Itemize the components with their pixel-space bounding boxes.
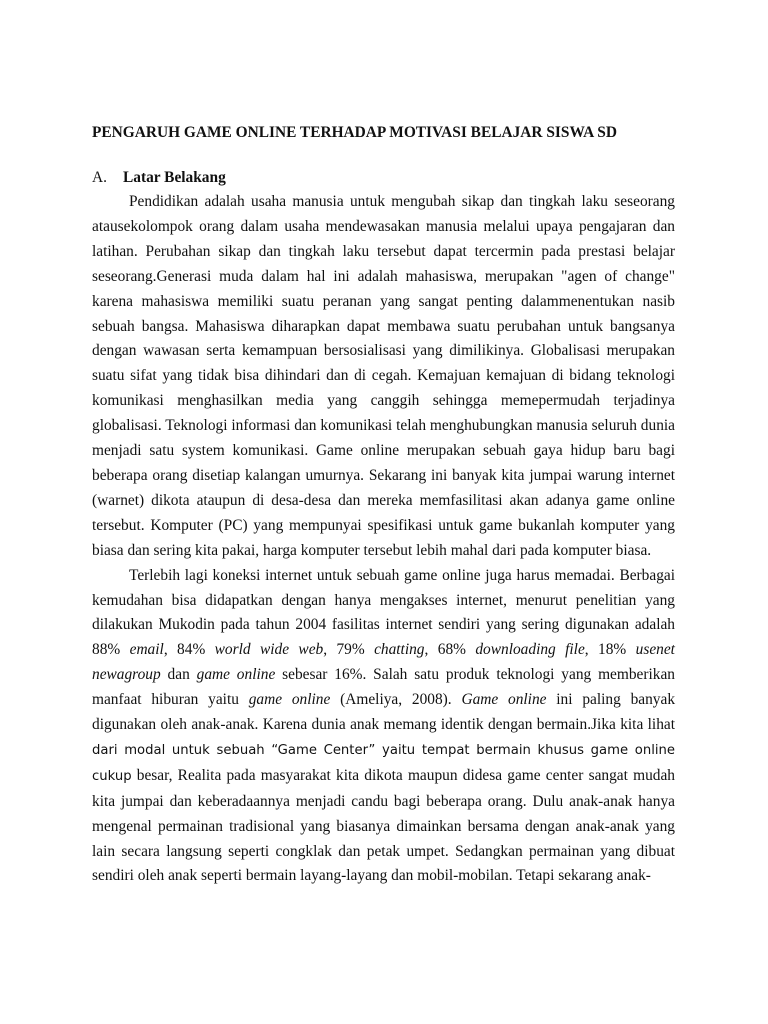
italic-term: Game online <box>461 691 547 709</box>
italic-term: downloading file <box>475 641 585 659</box>
paragraph-2-text: dan <box>160 666 197 684</box>
paragraph-2-text: sebesar 16%. Salah satu produk teknologi yang memberikan manfaat hiburan yaitu <box>92 666 675 709</box>
italic-term: game online <box>248 691 331 709</box>
italic-term: world wide web <box>214 641 324 659</box>
paragraph-2-text: (Ameliya, 2008). <box>330 691 462 709</box>
section-heading <box>92 167 675 189</box>
paragraph-2-text: , 79% <box>323 641 375 659</box>
paragraph-2-sans-text: dari modal untuk sebuah “Game Center” yaitu tempat bermain khusus game online cukup <box>92 742 675 784</box>
italic-term: chatting <box>374 641 425 659</box>
document-title: PENGARUH GAME ONLINE TERHADAP MOTIVASI BELAJAR SISWA SD <box>92 124 617 141</box>
paragraph-1: Pendidikan adalah usaha manusia untuk mengubah sikap dan tingkah laku seseorang atausekolompok orang dalam usaha mendewasakan manusia melalui upaya pengajaran dan latihan. Perubahan sikap dan tingkah laku tersebut dapat tercermin pada prestasi belajar seseorang.Generasi muda dalam hal ini adalah mahasiswa, merupakan "agen of change" karena mahasiswa memiliki suatu peranan yang sangat penting dalammenentukan nasib sebuah bangsa. Mahasiswa diharapkan dapat membawa suatu perubahan untuk bangsanya dengan wawasan serta kemampuan bersosialisasi yang dimilikinya. Globalisasi merupakan suatu sifat yang tidak bisa dihindari dan di cegah. Kemajuan kemajuan di bidang teknologi komunikasi menghasilkan media yang canggih sehingga memepermudah terjadinya globalisasi. Teknologi informasi dan komunikasi telah menghubungkan manusia seluruh dunia menjadi satu system komunikasi. Game online merupakan sebuah gaya hidup baru bagi beberapa orang disetiap kalangan umurnya. Sekarang ini banyak kita jumpai warung internet (warnet) dikota ataupun di desa-desa dan mereka memfasilitasi akan adanya game online tersebut. Komputer (PC) yang mempunyai spesifikasi untuk game bukanlah komputer yang biasa dan sering kita pakai, harga komputer tersebut lebih mahal dari pada komputer biasa. <box>92 193 675 559</box>
section-title: Latar Belakang <box>123 169 226 186</box>
italic-term: game online <box>196 666 276 684</box>
document-page <box>92 122 675 889</box>
paragraph-2-text: besar, Realita pada masyarakat kita dikota maupun didesa game center sangat mudah kita jumpai dan keberadaannya menjadi candu bagi beberapa orang. Dulu anak-anak hanya mengenal permainan tradisional yang biasanya dimainkan bersama dengan anak-anak yang lain secara langsung seperti congklak dan petak umpet. Sedangkan permainan yang dibuat sendiri oleh anak seperti bermain layang-layang dan mobil-mobilan. Tetapi sekarang anak- <box>92 766 675 885</box>
paragraph-2-text: , 84% <box>163 641 215 659</box>
paragraph-2-text: Terlebih lagi koneksi internet untuk sebuah game online juga harus memadai. Berbagai kemudahan bisa didapatkan dengan hanya mengakses internet, menurut penelitian yang dilakukan Mukodin pada tahun 2004 fasilitas internet sendiri yang sering digunakan adalah 88% <box>92 566 675 659</box>
paragraph-2 <box>92 564 675 890</box>
section-number: A. <box>92 169 107 186</box>
paragraph-2-text: ini paling banyak digunakan oleh anak-anak. Karena dunia anak memang identik dengan bermain.Jika kita lihat <box>92 691 676 734</box>
paragraph-2-text: , 68% <box>424 641 476 659</box>
italic-term: email <box>129 641 164 659</box>
paragraph-2-text: , 18% <box>584 641 636 659</box>
italic-term: usenet newagroup <box>92 641 675 684</box>
